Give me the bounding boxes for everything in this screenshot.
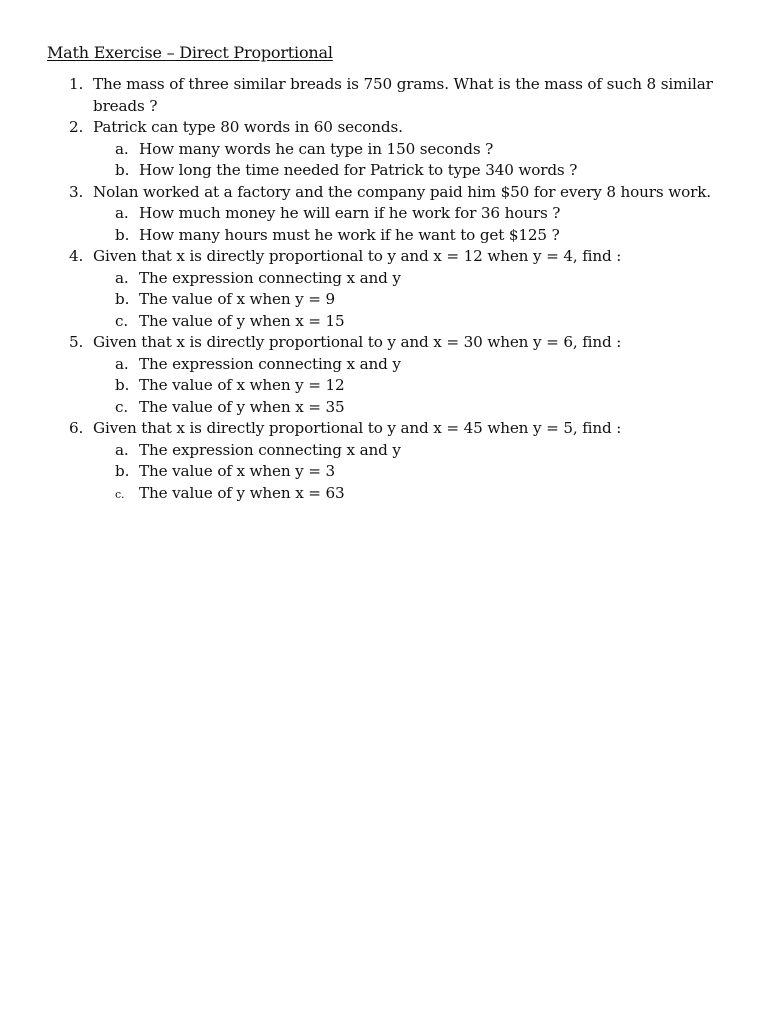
question-text: Given that x is directly proportional to y and x = 30 when y = 6, find : — [93, 333, 622, 351]
sub-question-list — [93, 354, 737, 419]
sub-question-text: How long the time needed for Patrick to type 340 words ? — [139, 161, 578, 179]
sub-question-text: The value of y when x = 63 — [139, 483, 345, 502]
question-text: Nolan worked at a factory and the company paid him $50 for every 8 hours work. — [93, 182, 711, 201]
sub-question-4b — [93, 289, 737, 311]
sub-question-list — [93, 203, 737, 246]
sub-question-6b — [93, 461, 737, 483]
sub-question-letter: a. — [115, 268, 129, 287]
question-text: The mass of three similar breads is 750 grams. What is the mass of such 8 similar breads ? — [93, 75, 713, 115]
question-1 — [47, 74, 737, 117]
sub-question-letter: b. — [115, 161, 130, 179]
sub-question-text: How many words he can type in 150 seconds ? — [139, 139, 494, 158]
sub-question-6c — [93, 483, 737, 505]
question-text: Given that x is directly proportional to y and x = 45 when y = 5, find : — [93, 419, 622, 437]
question-number: 5. — [69, 333, 84, 351]
question-4 — [47, 246, 737, 332]
sub-question-letter: a. — [115, 354, 129, 373]
sub-question-text: How many hours must he work if he want to get $125 ? — [139, 225, 560, 244]
question-6 — [47, 418, 737, 504]
question-2 — [47, 117, 737, 182]
sub-question-5b — [93, 375, 737, 397]
sub-question-5a — [93, 354, 737, 376]
sub-question-text: The value of x when y = 3 — [139, 462, 336, 480]
question-number: 2. — [69, 118, 84, 136]
question-number: 1. — [69, 75, 84, 93]
question-text: Given that x is directly proportional to y and x = 12 when y = 4, find : — [93, 247, 622, 265]
sub-question-letter: c. — [115, 397, 129, 416]
sub-question-2b — [93, 160, 737, 182]
sub-question-list — [93, 139, 737, 182]
sub-question-list — [93, 440, 737, 505]
question-3 — [47, 182, 737, 247]
sub-question-4a — [93, 268, 737, 290]
sub-question-4c — [93, 311, 737, 333]
question-5 — [47, 332, 737, 418]
page-title: Math Exercise – Direct Proportional — [47, 43, 333, 62]
question-number: 3. — [69, 182, 84, 201]
question-list — [47, 74, 737, 504]
sub-question-letter: a. — [115, 139, 129, 158]
question-number: 4. — [69, 247, 84, 265]
sub-question-letter: b. — [115, 462, 130, 480]
sub-question-list — [93, 268, 737, 333]
sub-question-text: The value of y when x = 35 — [139, 397, 345, 416]
sub-question-letter: a. — [115, 204, 129, 222]
sub-question-letter: c. — [115, 311, 129, 330]
question-text: Patrick can type 80 words in 60 seconds. — [93, 118, 403, 136]
sub-question-text: The value of y when x = 15 — [139, 311, 345, 330]
sub-question-text: The value of x when y = 9 — [139, 290, 336, 308]
sub-question-letter: a. — [115, 440, 129, 459]
sub-question-3b — [93, 225, 737, 247]
sub-question-text: The expression connecting x and y — [139, 440, 401, 459]
sub-question-text: The value of x when y = 12 — [139, 376, 345, 394]
sub-question-text: The expression connecting x and y — [139, 268, 401, 287]
sub-question-letter: b. — [115, 225, 130, 244]
sub-question-text: How much money he will earn if he work for 36 hours ? — [139, 204, 561, 222]
sub-question-letter: b. — [115, 290, 130, 308]
sub-question-letter: c. — [115, 487, 125, 501]
sub-question-3a — [93, 203, 737, 225]
sub-question-text: The expression connecting x and y — [139, 354, 401, 373]
question-number: 6. — [69, 419, 84, 437]
sub-question-5c — [93, 397, 737, 419]
sub-question-letter: b. — [115, 376, 130, 394]
sub-question-6a — [93, 440, 737, 462]
sub-question-2a — [93, 139, 737, 161]
